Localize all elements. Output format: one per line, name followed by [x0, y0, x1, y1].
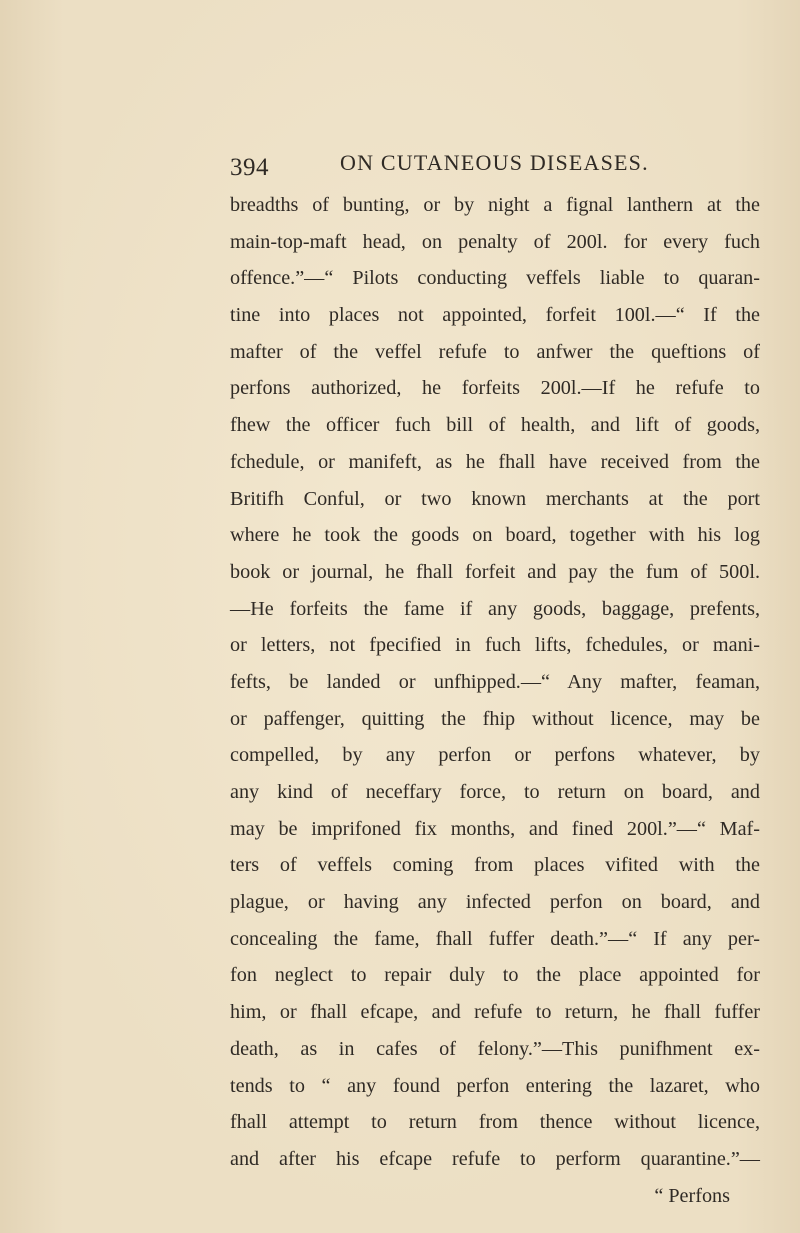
text-line: him, or fhall efcape, and refufe to return, he fhall fuffer	[230, 1001, 760, 1024]
body-text	[230, 187, 760, 1214]
text-line: compelled, by any perfon or perfons whatever, by	[230, 744, 760, 767]
text-line: where he took the goods on board, together with his log	[230, 524, 760, 547]
text-line: —He forfeits the fame if any goods, baggage, prefents,	[230, 597, 760, 620]
text-line: fhew the officer fuch bill of health, and lift of goods,	[230, 414, 760, 437]
text-line: main-top-maft head, on penalty of 200l. for every fuch	[230, 230, 760, 253]
text-line: breadths of bunting, or by night a fignal lanthern at the	[230, 194, 760, 216]
text-line: offence.”—“ Pilots conducting veffels liable to quaran-	[230, 267, 760, 290]
page-header	[230, 150, 760, 184]
text-line: ters of veffels coming from places vifited with the	[230, 854, 760, 877]
text-line: book or journal, he fhall forfeit and pay the fum of 500l.	[230, 560, 760, 583]
text-line: death, as in cafes of felony.”—This punifhment ex-	[230, 1037, 760, 1060]
running-title: ON CUTANEOUS DISEASES.	[340, 150, 649, 175]
text-line: any kind of neceffary force, to return on board, and	[230, 781, 760, 803]
text-line: and after his efcape refufe to perform quarantine.”—	[230, 1147, 760, 1170]
text-line: fhall attempt to return from thence without licence,	[230, 1111, 760, 1134]
page-number: 394	[230, 154, 269, 181]
text-line: tine into places not appointed, forfeit 100l.—“ If the	[230, 304, 760, 327]
text-line: or paffenger, quitting the fhip without licence, may be	[230, 707, 760, 730]
text-line: plague, or having any infected perfon on board, and	[230, 891, 760, 914]
text-line: mafter of the veffel refufe to anfwer the queftions of	[230, 340, 760, 363]
text-line: concealing the fame, fhall fuffer death.”—“ If any per-	[230, 927, 760, 950]
text-line: fon neglect to repair duly to the place appointed for	[230, 964, 760, 987]
text-line: tends to “ any found perfon entering the lazaret, who	[230, 1074, 760, 1097]
text-line: Britifh Conful, or two known merchants at the port	[230, 487, 760, 510]
text-line: perfons authorized, he forfeits 200l.—If he refufe to	[230, 377, 760, 400]
catchword-line: “ Perfons	[654, 1184, 730, 1207]
text-line: may be imprifoned fix months, and fined 200l.”—“ Maf-	[230, 817, 760, 840]
text-line: fefts, be landed or unfhipped.—“ Any mafter, feaman,	[230, 670, 760, 693]
text-line: or letters, not fpecified in fuch lifts, fchedules, or mani-	[230, 634, 760, 657]
text-line: fchedule, or manifeft, as he fhall have received from the	[230, 450, 760, 473]
